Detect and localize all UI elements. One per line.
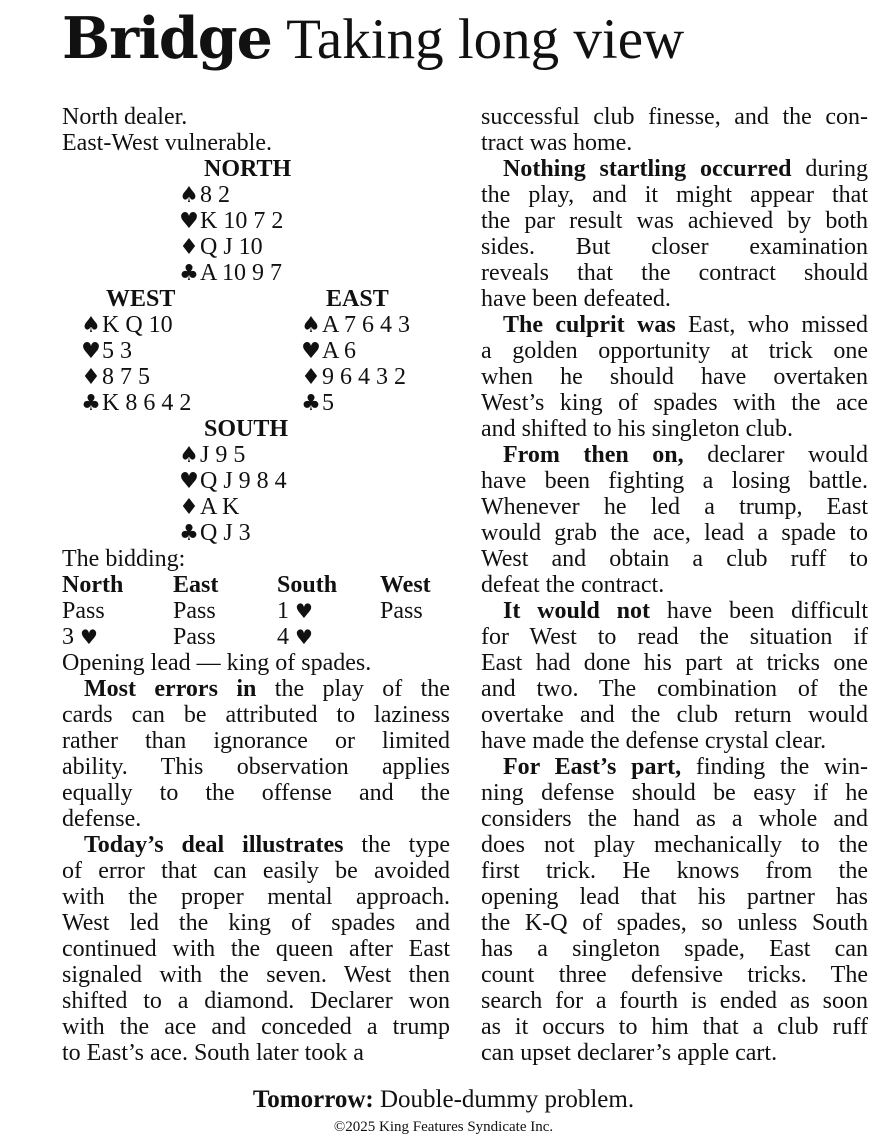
text-line: successful club finesse, and the con- [481, 104, 868, 130]
bid-cell: Pass [62, 598, 105, 624]
clubs-row: ♣5 [301, 390, 334, 416]
text-line: defeat the contract. [481, 572, 665, 598]
spades-row: ♠A 7 6 4 3 [301, 312, 411, 338]
text-line: signaled with the seven. West then [62, 962, 450, 988]
text-line: first trick. He knows from the [481, 858, 868, 884]
text-line: East had done his part at tricks one [481, 650, 868, 676]
tomorrow-label: Tomorrow: [252, 1086, 374, 1113]
text-line: From then on, declarer would [503, 442, 868, 468]
tomorrow-line [0, 1086, 887, 1114]
opening-lead: Opening lead — king of spades. [62, 650, 372, 676]
hand-west [80, 286, 191, 416]
column-title [62, 6, 684, 72]
club-icon: ♣ [179, 261, 199, 286]
text-line: cards can be attributed to laziness [62, 702, 450, 728]
text-line: have been fighting a losing battle. [481, 468, 868, 494]
text-line: does not play mechanically to the [481, 832, 868, 858]
heart-icon: ♥ [295, 625, 313, 649]
bidding-label: The bidding: [62, 546, 186, 572]
text-line: West and obtain a club ruff to [481, 546, 868, 572]
text-line: shifted to a diamond. Declarer won [62, 988, 450, 1014]
heart-icon: ♥ [81, 339, 101, 364]
bid-cell: Pass [173, 598, 216, 624]
hand-label: NORTH [204, 156, 292, 182]
bidding-header-west: West [380, 572, 431, 598]
clubs-row: ♣K 8 6 4 2 [81, 390, 192, 416]
text-line: when he should have overtaken [481, 364, 868, 390]
left-article-text [62, 676, 450, 1066]
lead-in: It would not [503, 598, 651, 624]
clubs-row: ♣A 10 9 7 [179, 260, 283, 286]
hand-north [178, 156, 291, 286]
text-line: and shifted to his singleton club. [481, 416, 793, 442]
text-line: a golden opportunity at trick one [481, 338, 868, 364]
diamonds-row: ♦8 7 5 [81, 364, 150, 390]
tomorrow-text: Double-dummy problem. [373, 1086, 635, 1113]
club-icon: ♣ [301, 391, 321, 416]
dealer-line: North dealer. [62, 104, 188, 130]
bidding-header-east: East [173, 572, 219, 598]
text-line: rather than ignorance or limited [62, 728, 450, 754]
lead-in: From then on, [503, 442, 684, 468]
text-line: Nothing startling occurred during [503, 156, 868, 182]
hand-label: SOUTH [204, 416, 289, 442]
text-line: continued with the queen after East [62, 936, 450, 962]
hand-label: WEST [106, 286, 176, 312]
heart-icon: ♥ [295, 599, 313, 623]
text-line: as it occurs to him that a club ruff [481, 1014, 868, 1040]
text-line: Today’s deal illustrates the type [84, 832, 450, 858]
bid-cell: 1 ♥ [277, 598, 313, 624]
text-line: with the ace and conceded a trump [62, 1014, 450, 1040]
diamonds-row: ♦A K [179, 494, 240, 520]
text-line: can upset declarer’s apple cart. [481, 1040, 778, 1066]
heart-icon: ♥ [179, 469, 199, 494]
text-line: for West to read the situation if [481, 624, 868, 650]
bid-cell: Pass [173, 624, 216, 650]
text-line: count three defensive tricks. The [481, 962, 868, 988]
text-line: defense. [62, 806, 142, 832]
hand-south [178, 416, 288, 546]
title-headline: Taking long view [286, 8, 685, 71]
text-line: It would not have been difficult [503, 598, 868, 624]
vulnerability-line: East-West vulnerable. [62, 130, 272, 156]
lead-in: Nothing startling occurred [503, 156, 792, 182]
title-bold: Bridge [62, 5, 272, 72]
heart-icon: ♥ [301, 339, 321, 364]
text-line: tract was home. [481, 130, 633, 156]
diamonds-row: ♦9 6 4 3 2 [301, 364, 406, 390]
text-line: West led the king of spades and [62, 910, 450, 936]
hearts-row: ♥K 10 7 2 [179, 208, 284, 234]
bid-cell: 3 ♥ [62, 624, 98, 650]
hearts-row: ♥Q J 9 8 4 [179, 468, 287, 494]
bid-cell: 4 ♥ [277, 624, 313, 650]
text-line: sides. But closer examination [481, 234, 868, 260]
text-line: the par result was achieved by both [481, 208, 868, 234]
diamond-icon: ♦ [179, 235, 199, 260]
text-line: Most errors in the play of the [84, 676, 450, 702]
text-line: search for a fourth is ended as soon [481, 988, 868, 1014]
text-line: For East’s part, finding the win- [503, 754, 868, 780]
lead-in: For East’s part, [503, 754, 682, 780]
spades-row: ♠J 9 5 [179, 442, 246, 468]
diamonds-row: ♦Q J 10 [179, 234, 263, 260]
heart-icon: ♥ [179, 209, 199, 234]
text-line: West’s king of spades with the ace [481, 390, 868, 416]
text-line: overtake and the club return would [481, 702, 868, 728]
bidding-header-north: North [62, 572, 124, 598]
right-article-text [481, 104, 868, 1066]
text-line: reveals that the contract should [481, 260, 868, 286]
diamond-icon: ♦ [81, 365, 101, 390]
hearts-row: ♥A 6 [301, 338, 357, 364]
diamond-icon: ♦ [301, 365, 321, 390]
lead-in: Most errors in [84, 676, 257, 702]
left-column [62, 104, 450, 156]
hearts-row: ♥5 3 [81, 338, 132, 364]
club-icon: ♣ [179, 521, 199, 546]
text-line: of error that can easily be avoided [62, 858, 450, 884]
club-icon: ♣ [81, 391, 101, 416]
spade-icon: ♠ [301, 313, 321, 338]
diamond-icon: ♦ [179, 495, 199, 520]
lead-in: The culprit was [503, 312, 676, 338]
text-line: and two. The combination of the [481, 676, 868, 702]
text-line: The culprit was East, who missed [503, 312, 868, 338]
copyright: ©2025 King Features Syndicate Inc. [333, 1119, 554, 1135]
clubs-row: ♣Q J 3 [179, 520, 251, 546]
spade-icon: ♠ [179, 183, 199, 208]
text-line: to East’s ace. South later took a [62, 1040, 364, 1066]
text-line: Whenever he led a trump, East [481, 494, 868, 520]
text-line: ning defense should be easy if he [481, 780, 868, 806]
lead-in: Today’s deal illustrates [84, 832, 344, 858]
text-line: opening lead that his partner has [481, 884, 868, 910]
spades-row: ♠K Q 10 [81, 312, 173, 338]
spade-icon: ♠ [179, 443, 199, 468]
text-line: the play, and it might appear that [481, 182, 868, 208]
text-line: equally to the offense and the [62, 780, 450, 806]
text-line: would grab the ace, lead a spade to [481, 520, 868, 546]
bidding-header-south: South [277, 572, 338, 598]
text-line: has a singleton spade, East can [481, 936, 868, 962]
text-line: have been defeated. [481, 286, 671, 312]
hand-east [300, 286, 410, 416]
text-line: with the proper mental approach. [62, 884, 450, 910]
heart-icon: ♥ [80, 625, 98, 649]
text-line: the K-Q of spades, so unless South [481, 910, 868, 936]
text-line: ability. This observation applies [62, 754, 450, 780]
text-line: have made the defense crystal clear. [481, 728, 827, 754]
bid-cell: Pass [380, 598, 423, 624]
spade-icon: ♠ [81, 313, 101, 338]
hand-label: EAST [326, 286, 389, 312]
text-line: considers the hand as a whole and [481, 806, 868, 832]
spades-row: ♠8 2 [179, 182, 230, 208]
